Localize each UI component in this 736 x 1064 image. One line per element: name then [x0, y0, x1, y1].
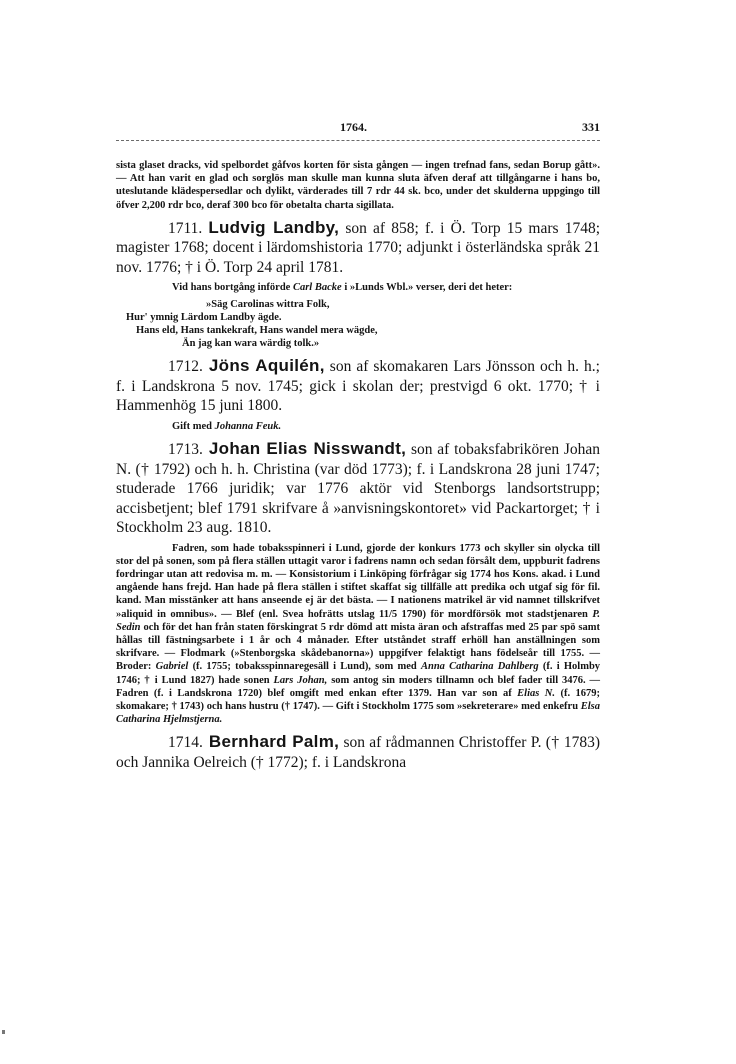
poem-line: Hans eld, Hans tankekraft, Hans wandel mera wägde,: [136, 324, 378, 336]
entry-1713: [116, 439, 600, 538]
note-text: som antog sin moders tillnamn och blef fader till 3476. — Fadren (f. i Landskrona 1720) blef omgift med enkan efter 1379. Han var son af: [116, 674, 601, 699]
note-text: och för det han från staten förskingrat 5 rdr dömd att mista äran och afstraffas med 25 par spö samt hållas till fästningsarbete i 1 år och 4 månader. Efter utståndet straff erhöll han anställningen som skrifvare. — Flodmark (»Stenborgska skådebanorna») uppgifver felaktigt hans födelseår till 1755. — Broder:: [116, 621, 600, 673]
entry-text: son af skomakaren Lars Jönsson och h. h.; f. i Landskrona 5 nov. 1745; gick i skolan der; prestvigd 6 okt. 1770; † i Hammenhög 15 juni 1800.: [116, 358, 600, 415]
entry-1714: [116, 732, 600, 772]
page-header: [116, 120, 600, 138]
note-italic: Johanna Feuk.: [214, 420, 282, 432]
header-rule: [116, 140, 600, 141]
note-italic: Anna Catharina Dahlberg: [421, 661, 539, 673]
entry-1711-note: [116, 281, 600, 294]
poem-line: Än jag kan wara wärdig tolk.»: [182, 338, 320, 350]
entry-name: Ludvig Landby,: [208, 217, 340, 237]
note-text: Gift med: [172, 420, 212, 432]
note-text: (f. i Holmby 1746; † i Lund 1827) hade sonen: [116, 661, 601, 686]
entry-1712-note: [116, 420, 600, 433]
poem-line: Hur' ymnig Lärdom Landby ägde.: [126, 311, 282, 323]
note-text: Vid hans bortgång införde: [172, 282, 291, 294]
poem-quote: [116, 298, 600, 351]
entry-name: Bernhard Palm,: [208, 732, 340, 752]
running-head-year: 1764.: [340, 120, 367, 134]
entry-1712: [116, 356, 600, 416]
entry-1711: [116, 218, 600, 278]
entry-1713-note: [116, 542, 600, 727]
book-page: [116, 120, 600, 772]
entry-text: son af 858; f. i Ö. Torp 15 mars 1748; magister 1768; docent i lärdomshistoria 1770; adjunkt i österländska språk 21 nov. 1776; † i Ö. Torp 24 april 1781.: [116, 219, 601, 276]
entry-name: Johan Elias Nisswandt,: [208, 439, 407, 459]
scan-speck: [2, 1030, 5, 1034]
intro-paragraph: sista glaset dracks, vid spelbordet gåfvos korten för sista gången — ingen trefnad fans, sedan Borup gått». — Att han varit en glad och sorglös man skulle man kunna sluta äfven deraf att tillgångarne i hans bo, uteslutande klädespersedlar och dylikt, värderades till 7 rdr 44 sk. bco, under det skulderna uppgingo till öfver 2,200 rdr bco, deraf 300 bco för obetalta charta sigillata.: [116, 160, 600, 211]
note-italic: Lars Johan,: [273, 674, 328, 686]
entry-text: son af tobaksfabrikören Johan N. († 1792) och h. h. Christina (var död 1773); f. i Landskrona 28 juni 1747; studerade 1766 juridik; var 1776 aktör vid Stenborgs landsortstrupp; accisbetjent; blef 1791 skrifvare å »anvisningskontoret» vid Packartorget; † i Stockholm 23 aug. 1810.: [116, 441, 601, 537]
entry-text: son af rådmannen Christoffer P. († 1783) och Jannika Oelreich († 1772); f. i Landskrona: [116, 734, 600, 771]
note-italic: Gabriel: [155, 661, 189, 673]
entry-name: Jöns Aquilén,: [208, 356, 325, 376]
page-number: 331: [582, 120, 600, 134]
poem-line: »Säg Carolinas wittra Folk,: [206, 298, 330, 310]
note-italic: Elsa Catharina Hjelmstjerna.: [116, 700, 601, 726]
note-text: (f. 1679; skomakare; † 1743) och hans hustru († 1747). — Gift i Stockholm 1775 som »sekreterare» med enkefru: [116, 687, 601, 712]
note-text: (f. 1755; tobaksspinnaregesäll i Lund), som med: [192, 661, 417, 673]
entry-number: 1713.: [168, 441, 203, 459]
entry-number: 1712.: [168, 358, 203, 376]
entry-number: 1711.: [168, 219, 203, 237]
note-italic: Elias N.: [517, 687, 555, 699]
entry-number: 1714.: [168, 734, 203, 752]
note-text: i »Lunds Wbl.» verser, deri det heter:: [344, 282, 513, 294]
note-italic: Carl Backe: [292, 282, 342, 294]
note-italic: P. Sedin: [116, 608, 600, 633]
note-text: Fadren, som hade tobaksspinneri i Lund, gjorde der konkurs 1773 och skyller sin olycka till stor del på sonen, som på flera ställen uttagit varor i fadrens namn och sedan försålt dem, uppburit fadrens fordringar utan att redovisa m. m. — Konsistorium i Linköping förfrågar sig 1774 hos Kons. akad. i Lund angående hans frejd. Han hade på flera ställen i stiftet skaffat sig tillfälle att predika och utgaf sig för fil. kand. Man misstänker att hans anseende ej är det bästa. — I nationens matrikel är vid namnet tillskrifvet »aliquid in omnibus». — Blef (enl. Svea hofrätts utslag 11/5 1790) för mordförsök mot stadstjenaren: [116, 542, 600, 620]
